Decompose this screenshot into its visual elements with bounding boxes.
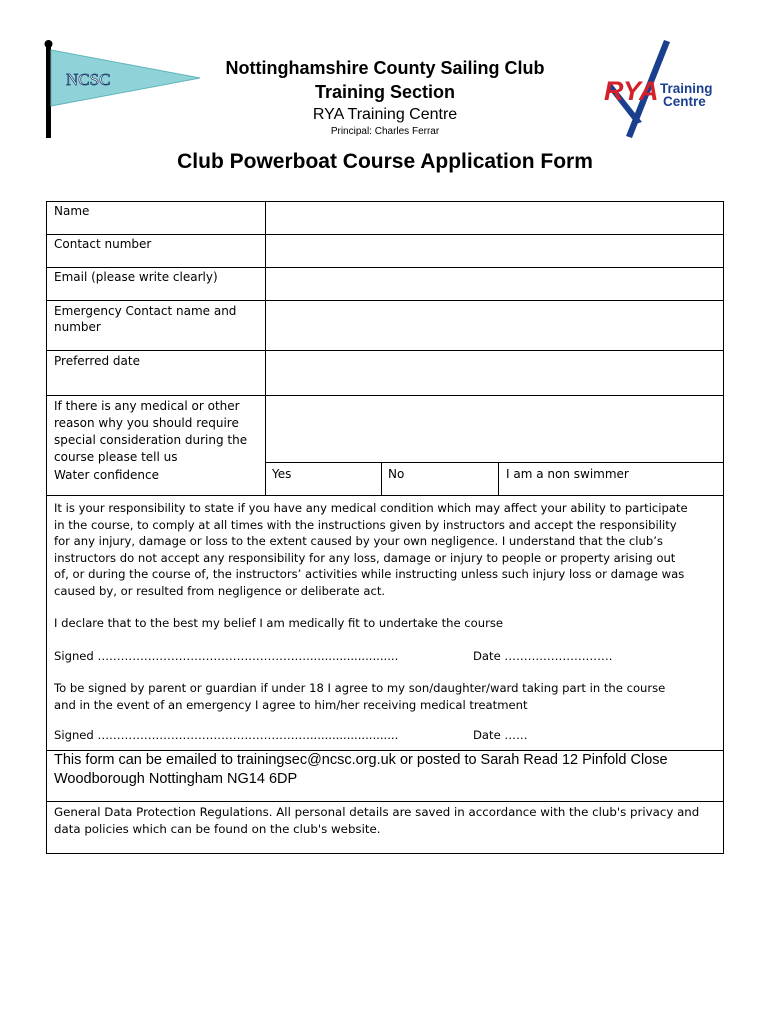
rya-training-centre-logo [600,40,725,140]
form-title: Club Powerboat Course Application Form [177,150,593,173]
email-field[interactable] [266,268,722,300]
medical-label-line: If there is any medical or other [54,399,240,413]
principal: Principal: Charles Ferrar [330,126,440,137]
gdpr-notice-line: General Data Protection Regulations. All personal details are saved in accordance with the club's privacy and [54,805,700,819]
application-form [46,201,724,854]
submission-info-line: Woodborough Nottingham NG14 6DP [54,771,298,787]
guardian-line: and in the event of an emergency I agree to him/her receiving medical treatment [54,697,528,712]
rya-logo-text: RYA [604,76,659,106]
emergency-contact-label-line1: Emergency Contact name and [54,304,237,318]
signature-line[interactable]: Signed ………………………………………………......................... [54,649,399,663]
gdpr-notice-line: data policies which can be found on the club's website. [54,822,381,836]
medical-label-line: reason why you should require [54,416,239,430]
medical-details-field[interactable] [266,396,722,462]
row-divider [265,462,723,463]
rya-logo-tagline-2: Centre [663,94,706,109]
club-logo-text: NCSC [66,70,111,89]
row-divider [47,495,723,496]
responsibility-line: instructors do not accept any responsibility for any loss, damage or injury to people or property arising out [54,550,676,565]
medical-label-line: course please tell us [54,450,178,464]
water-confidence-yes[interactable]: Yes [272,467,292,481]
row-divider [47,801,723,802]
contact-number-field[interactable] [266,235,722,267]
medical-label-line: special consideration during the [54,433,248,447]
responsibility-line: It is your responsibility to state if you have any medical condition which may affect your ability to participate [54,501,688,515]
emergency-contact-label-line2: number [54,320,101,334]
club-name: Nottinghamshire County Sailing Club [225,58,545,78]
preferred-date-field[interactable] [266,351,722,395]
water-confidence-no[interactable]: No [388,467,405,481]
date-line[interactable]: Date ………………………. [473,649,613,663]
guardian-date-line[interactable]: Date …… [473,728,528,742]
declaration: I declare that to the best my belief I am medically fit to undertake the course [54,616,504,630]
contact-number-label: Contact number [54,237,152,251]
responsibility-line: for any injury, damage or loss to the extent caused by your own negligence. I understand that the club’s [54,534,663,548]
responsibility-line: in the course, to comply at all times with the instructions given by instructors and accept the responsibility [54,517,677,532]
responsibility-line: caused by, or resulted from negligence or deliberate act. [54,583,386,598]
column-divider [381,462,382,495]
rya-logo-tagline-1: Training [660,81,713,96]
email-label: Email (please write clearly) [54,270,218,284]
centre-name: RYA Training Centre [312,106,458,123]
responsibility-line: of, or during the course of, the instructors’ activities while instructing unless such injury loss or damage was [54,567,685,581]
preferred-date-label: Preferred date [54,354,140,368]
water-confidence-non-swimmer[interactable]: I am a non swimmer [506,467,629,481]
column-divider [498,462,499,495]
water-confidence-label: Water confidence [54,468,159,482]
name-label: Name [54,204,90,218]
submission-info-line: This form can be emailed to trainingsec@ncsc.org.uk or posted to Sarah Read 12 Pinfold Close [54,752,668,768]
guardian-signature-line[interactable]: Signed ………………………………………………......................... [54,728,399,742]
section-name: Training Section [314,82,456,102]
emergency-contact-field[interactable] [266,301,722,350]
guardian-line: To be signed by parent or guardian if under 18 I agree to my son/daughter/ward taking part in the course [54,681,666,695]
name-field[interactable] [266,203,722,234]
